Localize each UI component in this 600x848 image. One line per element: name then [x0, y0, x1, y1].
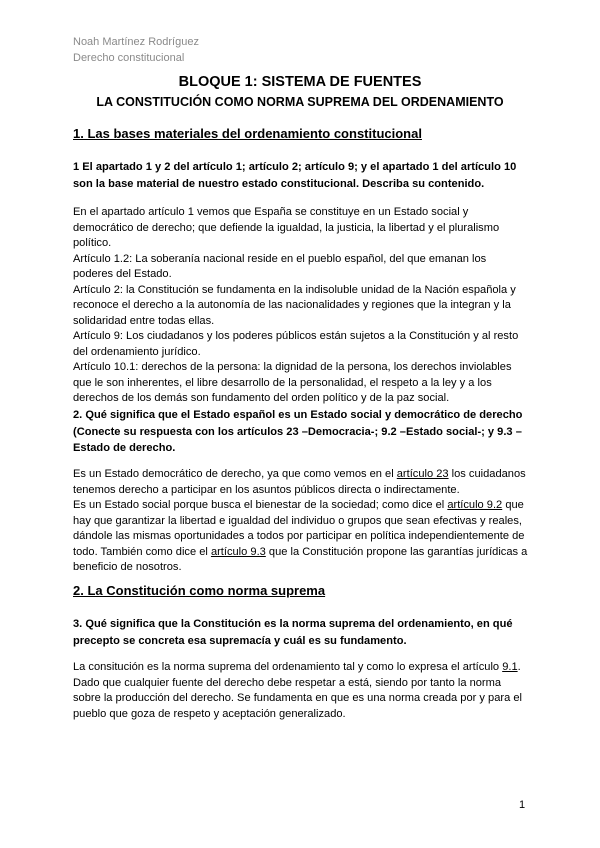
title-block	[0, 72, 600, 111]
answer-2-text: que la Constitución propone las garantías jurídicas a	[265, 545, 528, 558]
article-9-1-link[interactable]: 9.1	[502, 661, 518, 673]
answer-1-line: reconoce el derecho a la autonomía de las nacionalidades y regiones que la integran y la	[73, 299, 511, 311]
page-number: 1	[519, 799, 526, 811]
answer-2-line	[73, 467, 535, 483]
answer-1-line: derechos de los demás son fundamento del orden político y de la paz social.	[73, 392, 450, 404]
answer-2-line: tenemos derecho a participar en los asuntos públicos directa o indirectamente.	[73, 483, 460, 496]
section-2-heading: 2. La Constitución como norma suprema	[73, 583, 326, 598]
answer-1-line: Artículo 9: Los ciudadanos y los poderes públicos están sujetos a la Constitución y al resto	[73, 330, 519, 342]
question-2-line: Estado de derecho.	[73, 442, 176, 454]
answer-2-text: Es un Estado democrático de derecho, ya que como vemos en el	[73, 468, 397, 480]
answer-1-line: En el apartado artículo 1 vemos que España se constituye en un Estado social y	[73, 206, 469, 218]
answer-3-line	[73, 660, 535, 676]
question-3-line: 3. Qué significa que la Constitución es la norma suprema del ordenamiento, en qué	[73, 618, 513, 630]
answer-1-line: Artículo 1.2: La soberanía nacional reside en el pueblo español, del que emanan los	[73, 252, 487, 265]
answer-3	[73, 660, 535, 722]
answer-2-text: que	[502, 499, 524, 511]
answer-2	[73, 467, 535, 576]
document-subtitle: LA CONSTITUCIÓN COMO NORMA SUPREMA DEL ORDENAMIENTO	[96, 95, 504, 109]
question-2-line: 2. Qué significa que el Estado español es un Estado social y democrático de derecho	[73, 409, 523, 421]
article-9-3-link[interactable]: artículo 9.3	[210, 545, 266, 558]
question-3-line: precepto se concreta esa supremacía y cuál es su fundamento.	[73, 634, 407, 647]
answer-1-line: Artículo 2: la Constitución se fundamenta en la indisoluble unidad de la Nación española y	[73, 283, 516, 296]
answer-2-line: dándole las mismas oportunidades a todos por participar en política independientemente de	[73, 530, 525, 542]
answer-3-line: Dado que cualquier fuente del derecho debe respetar a está, siendo por tanto la norma	[73, 676, 502, 689]
subject-name: Derecho constitucional	[73, 52, 185, 64]
question-2	[73, 407, 535, 457]
question-1-line: son la base material de nuestro estado constitucional. Describa su contenido.	[73, 177, 485, 190]
author-name: Noah Martínez Rodríguez	[73, 36, 199, 48]
answer-1-line: que le son inherentes, el libre desarrollo de la personalidad, el respeto a la ley y a los	[73, 376, 492, 389]
answer-1	[73, 205, 535, 407]
answer-2-text: todo. También como dice el	[73, 545, 211, 558]
answer-3-line: pueblo que goza de respeto y aceptación generalizado.	[73, 707, 346, 720]
section-1-heading: 1. Las bases materiales del ordenamiento constitucional	[73, 126, 422, 141]
answer-3-text: La consitución es la norma suprema del ordenamiento tal y como lo expresa el artículo	[73, 661, 503, 673]
answer-3-line: sobre la producción del derecho. Se fundamenta en que es una norma creada por y para el	[73, 692, 522, 704]
answer-1-line: político.	[73, 237, 112, 249]
answer-2-text: Es un Estado social porque busca el bienestar de la sociedad; como dice el	[73, 499, 448, 511]
answer-2-line: beneficio de nosotros.	[73, 561, 182, 573]
answer-1-line: del ordenamiento jurídico.	[73, 345, 201, 358]
answer-2-line: hay que garantizar la libertad e igualdad del individuo o grupos que sean efectivas y reales,	[73, 514, 522, 527]
page-header	[73, 34, 199, 66]
question-1-line: 1 El apartado 1 y 2 del artículo 1; artículo 2; artículo 9; y el apartado 1 del artículo 10	[73, 161, 517, 173]
answer-2-line	[73, 498, 535, 514]
question-3	[73, 616, 535, 649]
question-2-line: (Conecte su respuesta con los artículos 23 –Democracia-; 9.2 –Estado social-; y 9.3 –	[73, 425, 522, 438]
answer-1-line: poderes del Estado.	[73, 268, 172, 280]
answer-1-line: democrático de derecho; que defiende la igualdad, la justicia, la libertad y el pluralismo	[73, 221, 500, 234]
question-1	[73, 159, 535, 192]
answer-2-text: los cuidadanos	[448, 468, 526, 480]
answer-2-line	[73, 545, 535, 561]
answer-1-line: Artículo 10.1: derechos de la persona: la dignidad de la persona, los derechos inviolables	[73, 361, 512, 373]
answer-1-line: solidaridad entre todas ellas.	[73, 314, 215, 327]
document-title: BLOQUE 1: SISTEMA DE FUENTES	[178, 74, 422, 90]
answer-3-text: .	[517, 661, 521, 673]
article-23-link[interactable]: artículo 23	[396, 468, 449, 480]
article-9-2-link[interactable]: artículo 9.2	[447, 499, 503, 511]
